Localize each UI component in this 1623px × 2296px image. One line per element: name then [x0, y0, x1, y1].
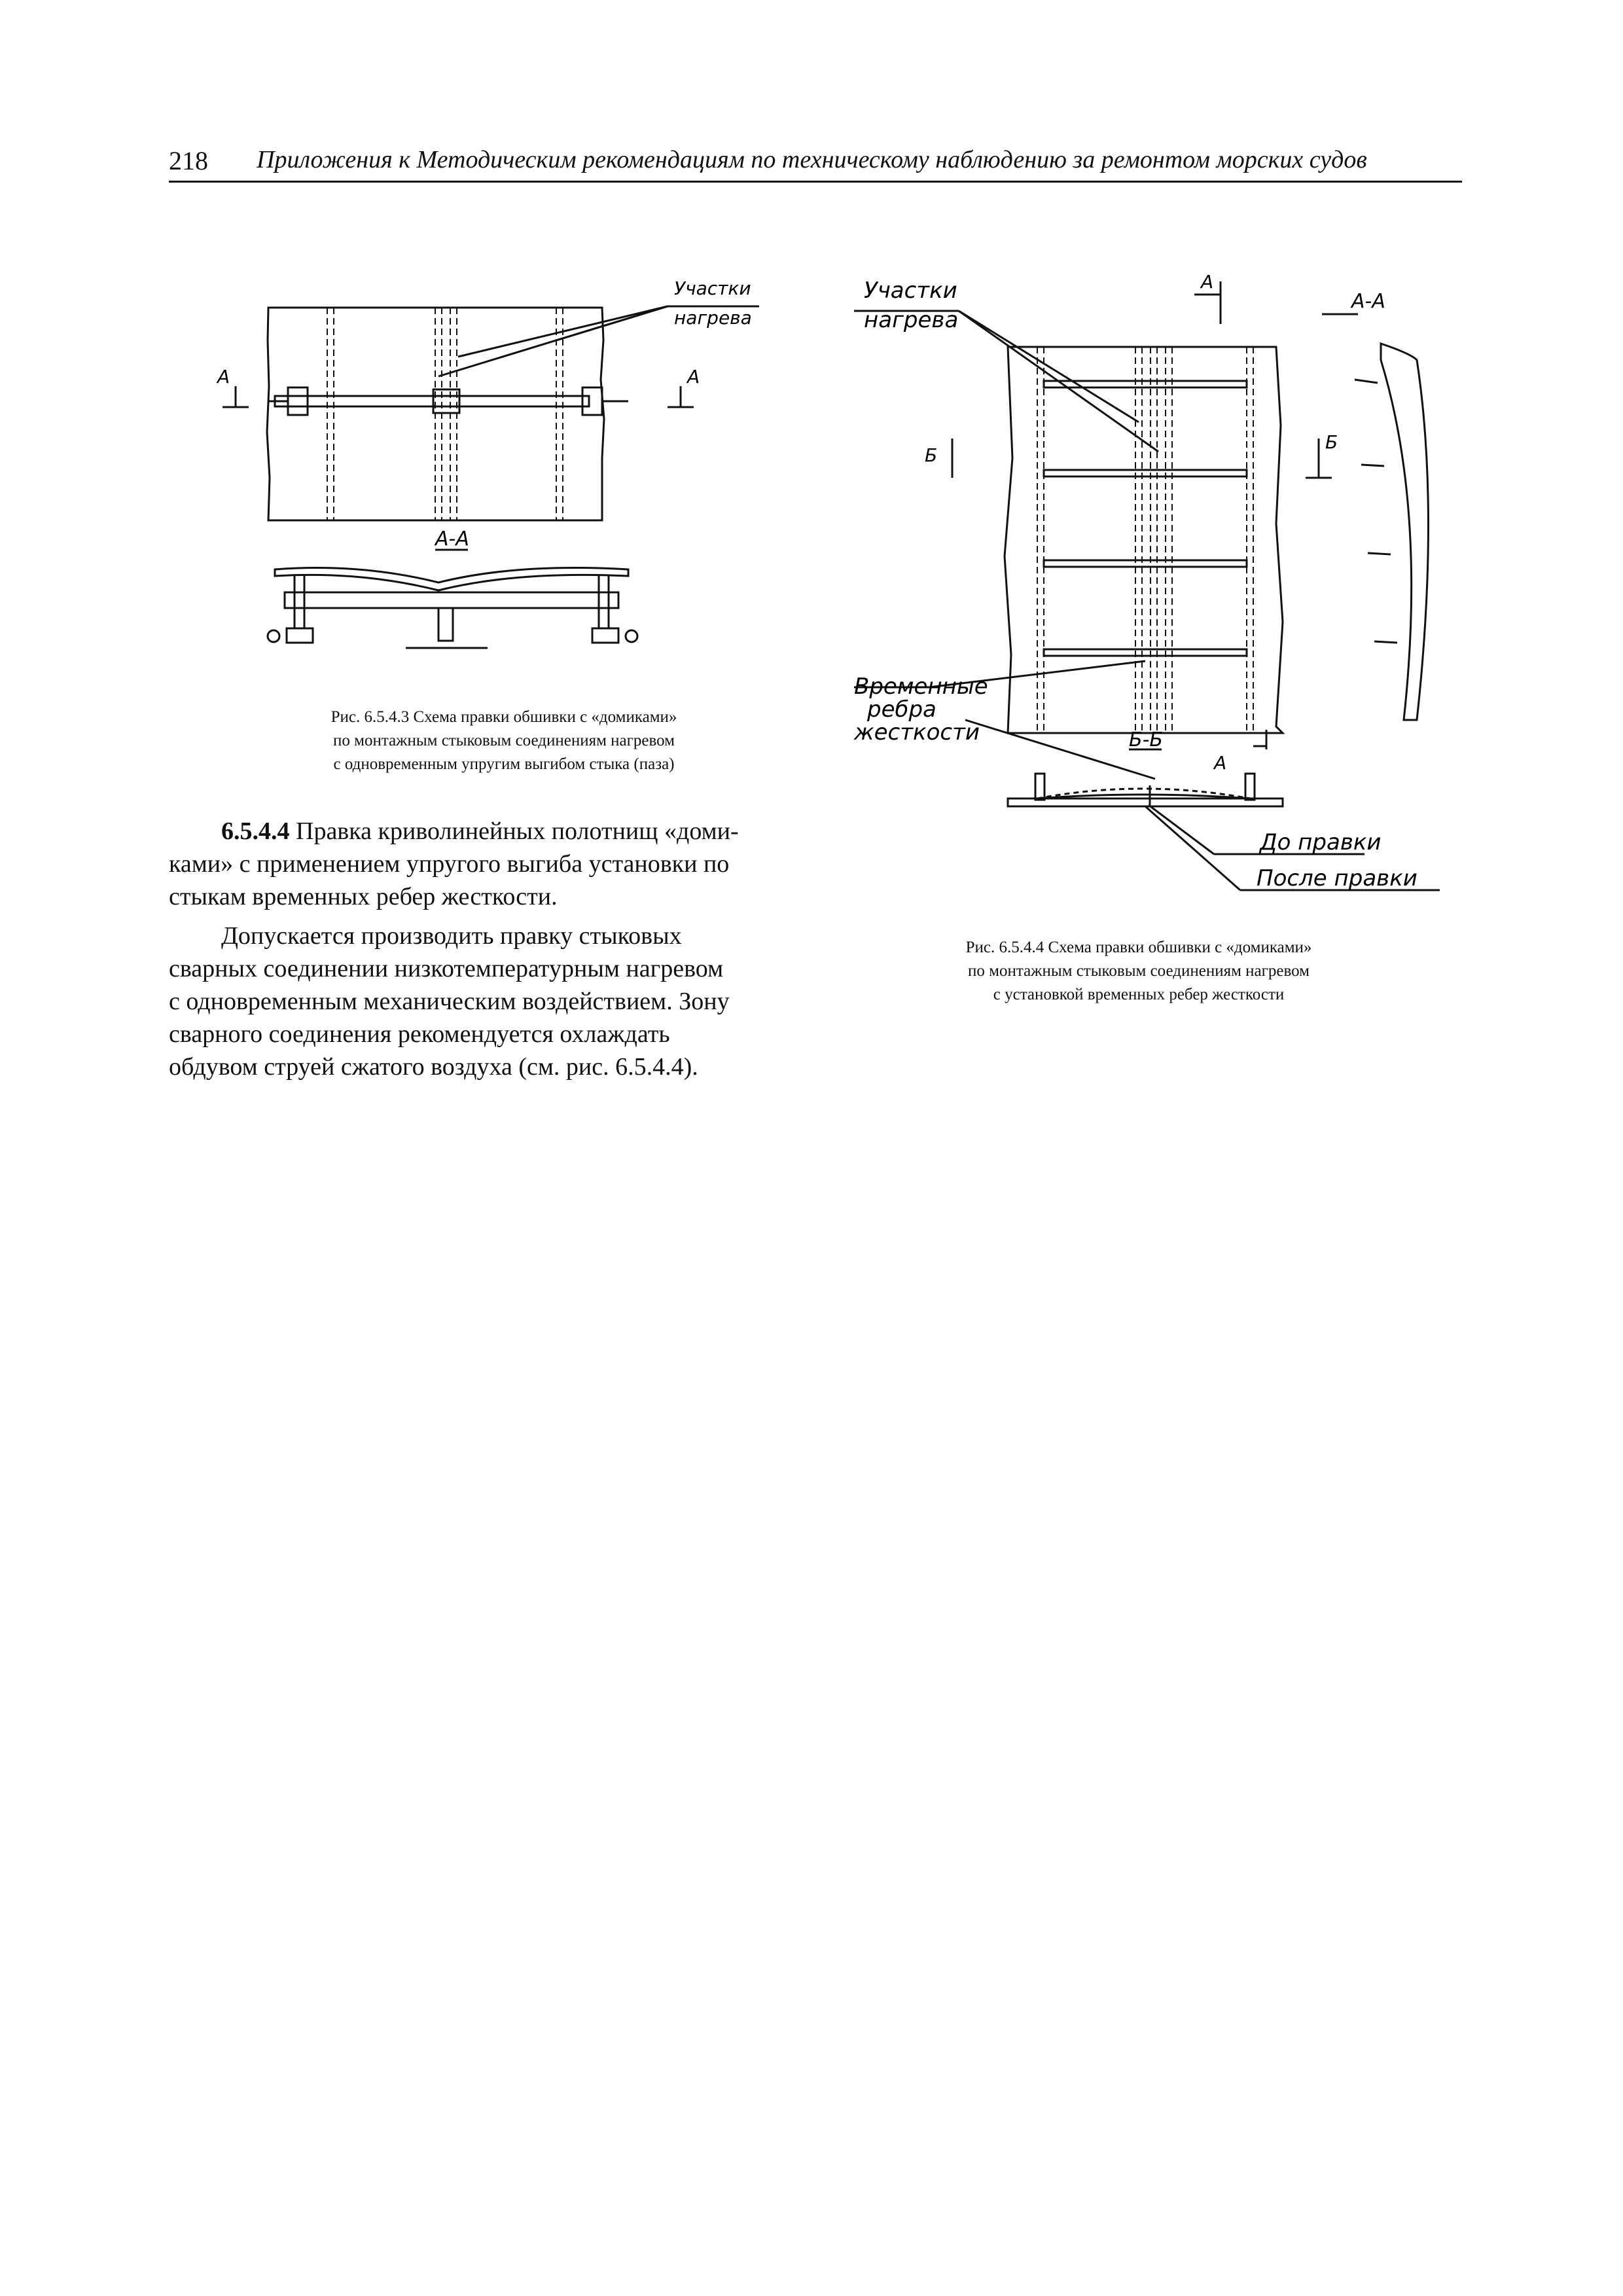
page-number: 218	[169, 146, 208, 175]
fig2-label-temp-ribs-1: Временные	[854, 673, 988, 700]
paragraph-line: сварного соединения рекомендуется охлаждать	[169, 1020, 670, 1048]
fig2-section-aa-title: A-A	[1351, 290, 1385, 313]
running-title: Приложения к Методическим рекомендациям по техническому наблюдению за ремонтом морских судов	[257, 146, 1367, 173]
fig2-label-after: После правки	[1257, 865, 1418, 891]
fig1-section-mark-left: A	[217, 366, 230, 387]
caption-line: с установкой временных ребер жесткости	[993, 986, 1285, 1003]
section-paragraph	[169, 920, 802, 1083]
section-heading	[169, 815, 802, 913]
figure-6-5-4-3-caption	[177, 706, 831, 776]
caption-line: по монтажным стыковым соединениям нагревом	[968, 962, 1310, 980]
paragraph-line: обдувом струей сжатого воздуха (см. рис. 6.5.4.4).	[169, 1053, 698, 1081]
fig1-section-mark-right: A	[687, 366, 700, 387]
fig1-section-title: A-A	[435, 528, 469, 550]
fig2-label-heating-1: Участки	[864, 278, 957, 304]
paragraph-line: Допускается производить правку стыковых	[221, 922, 682, 950]
page-header	[169, 140, 1462, 183]
figure-6-5-4-3-drawing	[209, 262, 812, 674]
figure-6-5-4-4-drawing	[847, 262, 1450, 916]
fig2-section-a-top: A	[1201, 271, 1214, 293]
figure-6-5-4-4-caption	[838, 936, 1440, 1007]
section-6-5-4-4	[169, 815, 802, 1083]
caption-line: по монтажным стыковым соединениям нагревом	[333, 732, 675, 749]
heading-line: Правка криволинейных полотнищ «доми-	[296, 817, 739, 845]
fig2-section-b-left: Б	[925, 444, 938, 466]
fig2-section-a-bottom: A	[1214, 752, 1227, 774]
fig2-section-b-right: Б	[1325, 431, 1338, 453]
fig2-label-temp-ribs-2: ребра	[867, 696, 936, 723]
caption-line: Рис. 6.5.4.4 Схема правки обшивки с «домиками»	[965, 939, 1312, 956]
heading-line: стыкам временных ребер жесткости.	[169, 883, 558, 910]
section-number: 6.5.4.4	[221, 817, 290, 845]
paragraph-line: сварных соединении низкотемпературным нагревом	[169, 955, 724, 982]
caption-line: Рис. 6.5.4.3 Схема правки обшивки с «домиками»	[330, 708, 677, 726]
fig1-label-heating-2: нагрева	[674, 307, 752, 329]
fig1-label-heating-1: Участки	[674, 278, 751, 299]
fig2-section-bb-title: Б-Б	[1129, 728, 1163, 751]
fig2-label-before: До правки	[1260, 829, 1382, 855]
caption-line: с одновременным упругим выгибом стыка (паза)	[333, 755, 675, 773]
paragraph-line: с одновременным механическим воздействием. Зону	[169, 988, 730, 1015]
fig2-label-temp-ribs-3: жесткости	[854, 719, 980, 745]
fig2-label-heating-2: нагрева	[864, 307, 959, 333]
heading-line: ками» с применением упругого выгиба установки по	[169, 850, 730, 878]
